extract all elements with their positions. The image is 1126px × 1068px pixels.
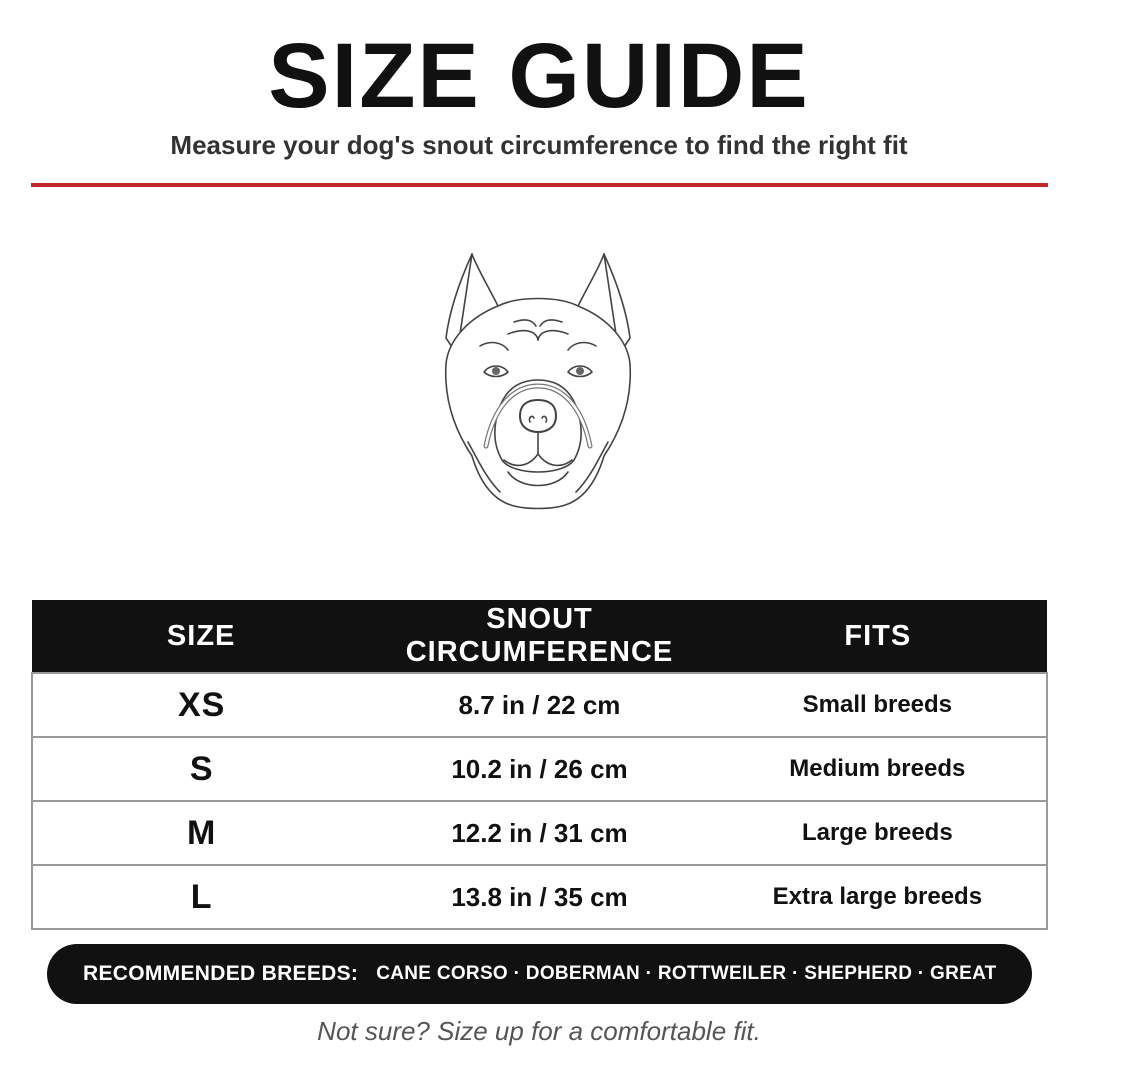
table-row xyxy=(32,801,1047,865)
size-cell: M xyxy=(32,801,370,865)
snout-cell: 10.2 in / 26 cm xyxy=(370,737,708,801)
table-row xyxy=(32,673,1047,737)
fits-cell: Small breeds xyxy=(709,673,1047,737)
snout-cell: 13.8 in / 35 cm xyxy=(370,865,708,929)
fits-cell: Large breeds xyxy=(709,801,1047,865)
snout-cell: 8.7 in / 22 cm xyxy=(370,673,708,737)
fit-note: Not sure? Size up for a comfortable fit. xyxy=(317,1016,761,1046)
header-size: SIZE xyxy=(32,600,370,673)
size-table xyxy=(31,600,1048,930)
dog-head-icon xyxy=(428,246,648,516)
table-header-row xyxy=(32,600,1047,673)
fits-cell: Extra large breeds xyxy=(709,865,1047,929)
breeds-list: CANE CORSO · DOBERMAN · ROTTWEILER · SHEPHERD · GREAT xyxy=(376,963,997,984)
size-cell: S xyxy=(32,737,370,801)
size-cell: XS xyxy=(32,673,370,737)
header-snout-circumference: SNOUT CIRCUMFERENCE xyxy=(370,600,708,673)
red-divider xyxy=(31,183,1048,187)
breeds-label: RECOMMENDED BREEDS: xyxy=(83,962,359,985)
table-row xyxy=(32,865,1047,929)
header-fits: FITS xyxy=(709,600,1047,673)
page-title: SIZE GUIDE xyxy=(268,25,810,127)
fits-cell: Medium breeds xyxy=(709,737,1047,801)
recommended-breeds-banner xyxy=(47,944,1032,1004)
size-cell: L xyxy=(32,865,370,929)
page-subtitle: Measure your dog's snout circumference to find the right fit xyxy=(170,130,908,160)
table-row xyxy=(32,737,1047,801)
snout-cell: 12.2 in / 31 cm xyxy=(370,801,708,865)
